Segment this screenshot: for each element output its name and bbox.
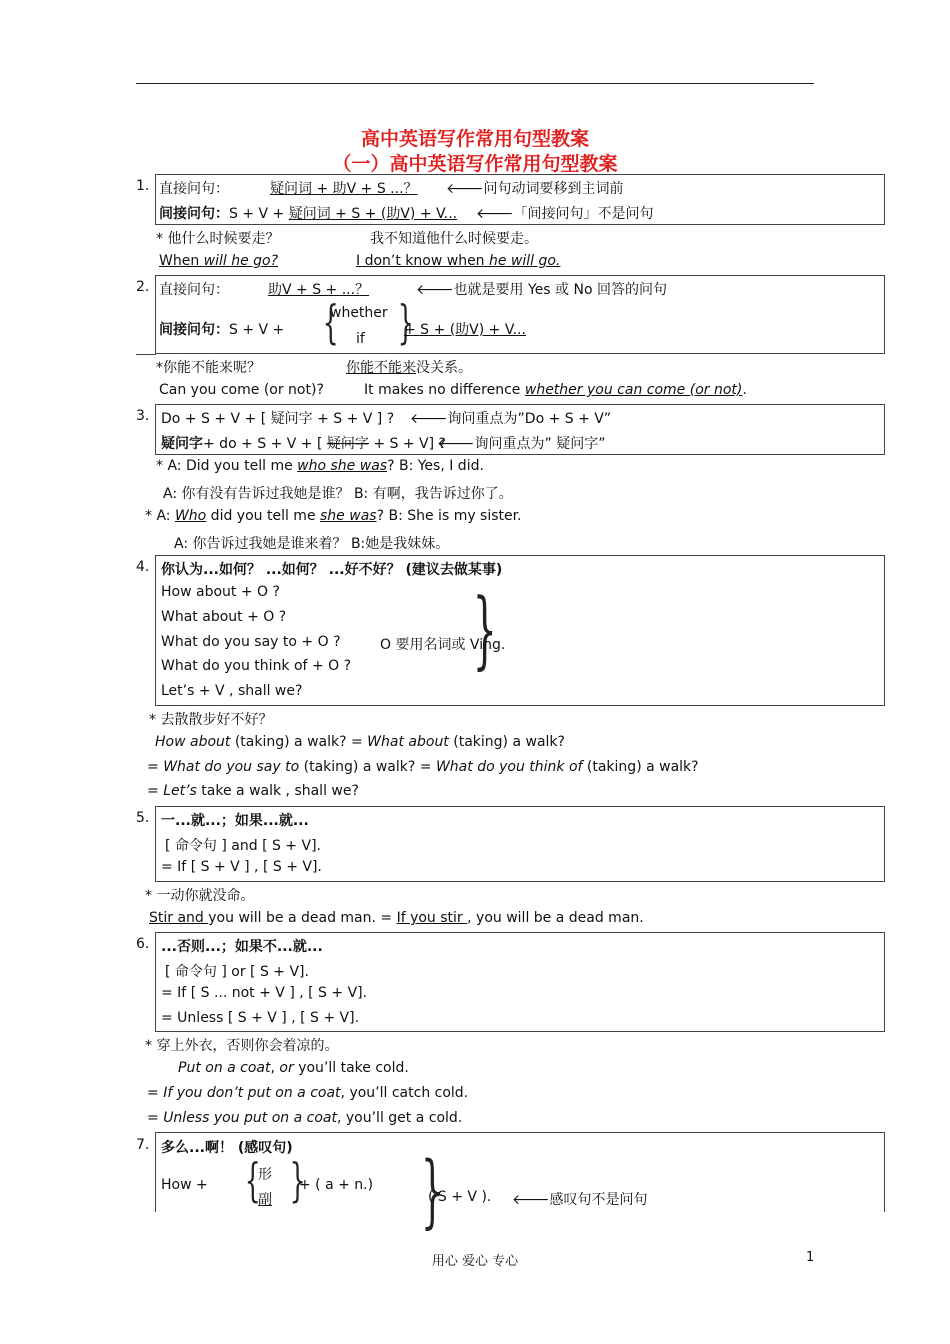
s2-option-whether: whether <box>330 305 388 321</box>
s4-example-3: = Let’s take a walk , shall we? <box>147 783 359 799</box>
s7-a-n: + ( a + n.) <box>299 1177 374 1193</box>
s6-example-3: = Unless you put on a coat, you’ll get a cold. <box>147 1110 463 1126</box>
right-brace-icon: } <box>397 295 414 349</box>
s6-example-1: Put on a coat, or you’ll take cold. <box>178 1060 409 1076</box>
s6-example-2: = If you don’t put on a coat, you’ll catch cold. <box>147 1085 469 1101</box>
s1-indirect-line: 间接问句：S + V + 疑问词 + S + (助V) + V... <box>159 206 458 222</box>
section-4-number: 4. <box>136 559 150 575</box>
page-subtitle: （一）高中英语写作常用句型教案 <box>332 153 618 175</box>
s1-example-en-1: When will he go? <box>159 253 279 269</box>
s1-example-cn-2: 我不知道他什么时候要走。 <box>370 231 538 247</box>
left-arrow-icon: 🡐 <box>446 181 484 197</box>
left-arrow-icon: 🡐 <box>512 1192 550 1208</box>
s2-direct-note: 🡐也就是要用 Yes 或 No 回答的问句 <box>416 282 667 298</box>
s6-line-1: [ 命令句 ] or [ S + V]. <box>165 964 309 980</box>
s2-example-cn-1: *你能不能来呢？ <box>156 360 261 376</box>
s4-note: O 要用名词或 Ving. <box>380 637 506 653</box>
s3-example-3: * A: Who did you tell me she was? B: She is my sister. <box>145 508 522 524</box>
s2-direct-label: 直接问句： <box>159 282 229 298</box>
divider <box>136 354 156 355</box>
left-arrow-icon: 🡐 <box>476 206 514 222</box>
s4-example-1: How about (taking) a walk? = What about (taking) a walk? <box>155 734 565 750</box>
left-arrow-icon: 🡐 <box>416 282 454 298</box>
s4-item: What about + O ? <box>161 609 287 625</box>
right-brace-icon: } <box>472 580 497 678</box>
s2-example-cn-2: 你能不能来没关系。 <box>346 360 472 376</box>
s6-example-cn: * 穿上外衣，否则你会着凉的。 <box>145 1038 339 1054</box>
section-1-number: 1. <box>136 178 150 194</box>
section-2-number: 2. <box>136 279 150 295</box>
s7-heading: 多么...啊！ (感叹句) <box>161 1140 293 1156</box>
left-arrow-icon: 🡐 <box>410 411 448 427</box>
s1-direct-formula: 疑问词 + 助V + S ...？ <box>270 181 418 197</box>
s2-direct-formula: 助V + S + ...？ <box>268 282 370 298</box>
s2-option-if: if <box>356 331 365 347</box>
s4-item: What do you say to + O ? <box>161 634 341 650</box>
s4-item: How about + O ? <box>161 584 280 600</box>
left-arrow-icon: 🡐 <box>437 436 475 452</box>
left-brace-icon: { <box>244 1153 261 1207</box>
s7-sv: ( S + V ). <box>428 1189 492 1205</box>
s7-option-adj: 形 <box>258 1167 272 1183</box>
s4-heading: 你认为...如何？ ...如何？ ...好不好？ (建议去做某事) <box>161 562 503 578</box>
s7-how: How + <box>161 1177 208 1193</box>
s5-heading: 一...就...；如果...就... <box>161 813 309 829</box>
s1-example-cn-1: * 他什么时候要走？ <box>156 231 280 247</box>
left-brace-icon: { <box>322 295 339 349</box>
s5-line-1: [ 命令句 ] and [ S + V]. <box>165 838 321 854</box>
s3-formula-1: Do + S + V + [ 疑问字 + S + V ] ? <box>161 411 395 427</box>
s2-indirect-formula: + S + (助V) + V... <box>404 322 526 338</box>
s3-formula-2: 疑问字+ do + S + V + [ 疑问字 + S + V] ? <box>161 436 446 452</box>
s4-example-2: = What do you say to (taking) a walk? = What do you think of (taking) a walk? <box>147 759 699 775</box>
s3-example-2: A: 你有没有告诉过我她是谁？ B: 有啊，我告诉过你了。 <box>163 486 513 502</box>
s4-example-cn: * 去散散步好不好？ <box>149 712 273 728</box>
section-6-number: 6. <box>136 936 150 952</box>
right-brace-icon: } <box>420 1144 444 1237</box>
s5-line-2: = If [ S + V ] , [ S + V]. <box>161 859 322 875</box>
s3-example-4: A: 你告诉过我她是谁来着？ B:她是我妹妹。 <box>174 536 450 552</box>
header-rule <box>136 83 814 84</box>
right-brace-icon: } <box>289 1153 306 1207</box>
s1-direct-note: 🡐问句动词要移到主词前 <box>446 181 624 197</box>
s7-option-adv: 副 <box>258 1192 272 1208</box>
section-3-number: 3. <box>136 408 150 424</box>
s2-example-en-1: Can you come (or not)? <box>159 382 324 398</box>
page-number: 1 <box>806 1250 815 1265</box>
s6-heading: ...否则...；如果不...就... <box>161 939 323 955</box>
section-7-number: 7. <box>136 1137 150 1153</box>
s1-direct-label: 直接问句： <box>159 181 229 197</box>
s7-note: 🡐感叹句不是问句 <box>512 1192 648 1208</box>
s4-item: What do you think of + O ? <box>161 658 352 674</box>
s3-note-2: 🡐询问重点为” 疑问字” <box>437 436 606 452</box>
s3-example-1: * A: Did you tell me who she was? B: Yes, I did. <box>156 458 484 474</box>
s2-example-en-2: It makes no difference whether you can come (or not). <box>364 382 747 398</box>
s2-indirect-line: 间接问句：S + V + <box>159 322 285 338</box>
s5-example-cn: * 一动你就没命。 <box>145 888 255 904</box>
footer-text: 用心 爱心 专心 <box>431 1254 519 1269</box>
s1-example-en-2: I don’t know when he will go. <box>356 253 561 269</box>
s4-item: Let’s + V , shall we? <box>161 683 303 699</box>
s5-example-en: Stir and you will be a dead man. = If you stir , you will be a dead man. <box>149 910 644 926</box>
section-5-number: 5. <box>136 810 150 826</box>
s6-line-3: = Unless [ S + V ] , [ S + V]. <box>161 1010 360 1026</box>
s6-line-2: = If [ S ... not + V ] , [ S + V]. <box>161 985 368 1001</box>
s3-note-1: 🡐询问重点为”Do + S + V” <box>410 411 612 427</box>
page-title: 高中英语写作常用句型教案 <box>360 128 589 150</box>
s1-indirect-note: 🡐「间接问句」不是问句 <box>476 206 654 222</box>
